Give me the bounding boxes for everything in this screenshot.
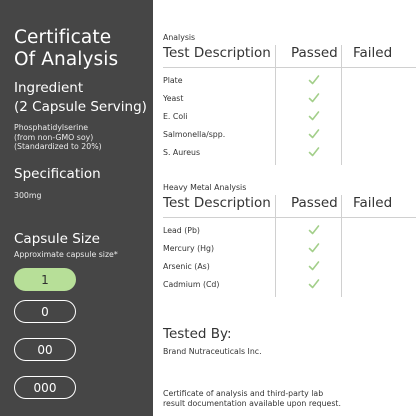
check-icon (307, 73, 321, 87)
heavy-metal-header-divider (163, 217, 416, 218)
header-passed: Passed (291, 45, 338, 61)
check-icon (307, 145, 321, 159)
table-row (163, 240, 416, 258)
check-icon (307, 241, 321, 255)
footer-line-2: result documentation available upon request. (163, 399, 341, 408)
title-line-2: Of Analysis (14, 49, 119, 70)
ingredient-description (14, 123, 102, 152)
header-failed: Failed (353, 45, 393, 61)
ingredient-title-line-2: (2 Capsule Serving) (14, 99, 147, 115)
ingredient-desc-line-2: (from non-GMO soy) (14, 132, 94, 142)
row-label: Salmonella/spp. (163, 130, 226, 139)
capsule-size-0-button[interactable]: 0 (14, 300, 76, 323)
capsule-size-00-button[interactable]: 00 (14, 338, 76, 361)
header-failed: Failed (353, 195, 393, 211)
header-passed: Passed (291, 195, 338, 211)
header-test-description: Test Description (163, 195, 271, 211)
heavy-metal-table-header (163, 195, 416, 219)
row-label: Cadmium (Cd) (163, 280, 220, 289)
table-row (163, 72, 416, 90)
table-row (163, 108, 416, 126)
capsule-size-1-button[interactable]: 1 (14, 268, 76, 291)
table-row (163, 90, 416, 108)
tested-by-title: Tested By: (163, 326, 232, 342)
row-label: Lead (Pb) (163, 226, 200, 235)
row-label: Mercury (Hg) (163, 244, 214, 253)
left-panel (0, 0, 153, 416)
specification-value: 300mg (14, 191, 42, 200)
check-icon (307, 109, 321, 123)
ingredient-desc-line-1: Phosphatidylserine (14, 123, 89, 132)
check-icon (307, 127, 321, 141)
check-icon (307, 277, 321, 291)
header-test-description: Test Description (163, 45, 271, 61)
check-icon (307, 223, 321, 237)
check-icon (307, 259, 321, 273)
footer-note (163, 389, 403, 409)
table-row (163, 258, 416, 276)
row-label: E. Coli (163, 112, 188, 121)
analysis-header-divider (163, 67, 416, 68)
capsule-size-000-button[interactable]: 000 (14, 376, 76, 399)
row-label: Yeast (163, 94, 184, 103)
right-panel (153, 0, 416, 416)
analysis-table-header (163, 45, 416, 69)
capsule-size-title: Capsule Size (14, 231, 100, 247)
heavy-metal-label: Heavy Metal Analysis (163, 183, 247, 192)
ingredient-title (14, 79, 147, 117)
analysis-label: Analysis (163, 33, 196, 42)
ingredient-title-line-1: Ingredient (14, 80, 84, 96)
ingredient-desc-line-3: (Standardized to 20%) (14, 142, 102, 152)
page-title (14, 27, 118, 71)
row-label: Plate (163, 76, 183, 85)
tested-by-value: Brand Nutraceuticals Inc. (163, 347, 262, 356)
table-row (163, 144, 416, 162)
table-row (163, 222, 416, 240)
check-icon (307, 91, 321, 105)
table-row (163, 276, 416, 294)
row-label: S. Aureus (163, 148, 201, 157)
title-line-1: Certificate (14, 27, 112, 48)
footer-line-1: Certificate of analysis and third-party lab (163, 389, 324, 398)
table-row (163, 126, 416, 144)
row-label: Arsenic (As) (163, 262, 210, 271)
capsule-size-subtitle: Approximate capsule size* (14, 250, 118, 259)
specification-title: Specification (14, 166, 101, 182)
